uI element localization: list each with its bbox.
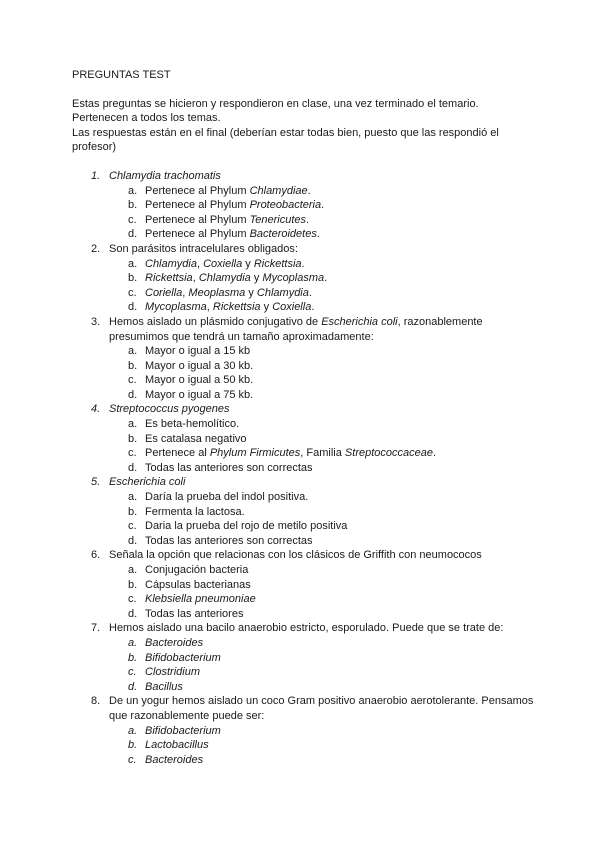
option-list: [109, 257, 542, 315]
italic-text: Chlamydia: [256, 286, 309, 299]
question-stem: [109, 169, 542, 184]
option-letter: a.: [128, 184, 138, 197]
italic-text: Meoplasma: [188, 286, 246, 299]
option-list: [109, 563, 542, 621]
option-text: [145, 666, 200, 678]
option-text: [145, 389, 253, 401]
text: ,: [192, 272, 199, 285]
question-number: 6.: [91, 549, 101, 562]
option-text: [145, 520, 347, 532]
option-letter: c.: [128, 753, 137, 766]
intro: [72, 97, 542, 155]
italic-text: Streptococcus pyogenes: [109, 403, 230, 416]
question-number: 4.: [91, 403, 101, 416]
option-text: [145, 345, 250, 357]
italic-text: Rickettsia: [212, 301, 261, 314]
question-number: 2.: [91, 242, 101, 255]
text: .: [324, 272, 328, 285]
option-item: [109, 461, 542, 476]
italic-text: Chlamydia trachomatis: [109, 169, 221, 182]
option-text: [145, 418, 239, 430]
option-text: [145, 491, 308, 503]
option-item: [109, 563, 542, 578]
option-letter: c.: [128, 593, 137, 606]
option-item: [109, 636, 542, 651]
option-item: [109, 665, 542, 680]
option-letter: a.: [128, 418, 138, 431]
question-item: [72, 621, 542, 694]
text: Pertenece al: [145, 447, 210, 460]
option-letter: a.: [128, 491, 138, 504]
option-letter: d.: [128, 461, 138, 474]
question-item: [72, 315, 542, 403]
option-item: [109, 417, 542, 432]
italic-text: Chlamydia: [145, 257, 197, 270]
text: ,: [182, 286, 189, 299]
option-text: [145, 228, 320, 240]
text: Conjugación bacteria: [145, 564, 249, 576]
italic-text: Bifidobacterium: [145, 651, 221, 664]
italic-text: Rickettsia: [253, 257, 302, 270]
question-stem: [109, 315, 542, 344]
italic-text: Lactobacillus: [145, 739, 209, 752]
italic-text: Bacteroides: [145, 753, 204, 766]
option-letter: d.: [128, 228, 138, 241]
italic-text: Chlamydiae: [249, 184, 308, 197]
question-item: [72, 548, 542, 621]
text: y: [245, 286, 257, 299]
italic-text: Bacteroidetes: [249, 228, 317, 241]
text: Son parásitos intracelulares obligados:: [109, 242, 298, 255]
option-text: [145, 462, 313, 474]
text: .: [306, 213, 310, 226]
italic-text: Clostridium: [145, 666, 201, 679]
option-letter: c.: [128, 213, 137, 226]
option-item: [109, 578, 542, 593]
text: y: [242, 257, 254, 270]
option-item: [109, 505, 542, 520]
option-text: [145, 214, 309, 226]
option-letter: b.: [128, 505, 138, 518]
option-letter: b.: [128, 739, 138, 752]
italic-text: Rickettsia: [145, 272, 193, 285]
text: Cápsulas bacterianas: [145, 578, 251, 591]
question-item: [72, 475, 542, 548]
option-text: [145, 506, 245, 518]
italic-text: Klebsiella pneumoniae: [145, 593, 256, 606]
option-item: [109, 388, 542, 403]
italic-text: Proteobacteria: [249, 199, 322, 212]
option-letter: b.: [128, 651, 138, 664]
option-text: [145, 564, 248, 576]
option-text: [145, 199, 324, 211]
question-list: [72, 169, 542, 767]
option-letter: b.: [128, 272, 138, 285]
question-stem: [109, 475, 542, 490]
option-item: [109, 534, 542, 549]
page-title: PREGUNTAS TEST: [72, 69, 171, 81]
option-text: [145, 593, 256, 605]
option-text: [145, 433, 247, 445]
option-item: [109, 738, 542, 753]
option-item: [109, 607, 542, 622]
option-letter: b.: [128, 199, 138, 212]
italic-text: Bacillus: [145, 680, 183, 693]
text: Pertenece al Phylum: [145, 199, 250, 212]
text: Todas las anteriores: [145, 607, 244, 620]
option-item: [109, 753, 542, 768]
intro-line: Estas preguntas se hicieron y respondieron en clase, una vez terminado el temario.: [72, 97, 479, 110]
text: Señala la opción que relacionas con los clásicos de Griffith con neumococos: [109, 549, 482, 562]
option-letter: c.: [128, 374, 137, 387]
text: , Familia: [300, 447, 345, 460]
option-item: [109, 271, 542, 286]
option-text: [145, 360, 253, 372]
text: Fermenta la lactosa.: [145, 505, 245, 518]
option-letter: d.: [128, 680, 138, 693]
text: .: [316, 228, 320, 241]
option-text: [145, 681, 183, 693]
text: Todas las anteriores son correctas: [145, 534, 313, 547]
question-item: [72, 242, 542, 315]
option-item: [109, 300, 542, 315]
italic-text: Coriella: [145, 286, 183, 299]
option-item: [109, 213, 542, 228]
question-stem: [109, 694, 542, 723]
option-text: [145, 374, 253, 386]
option-text: [145, 739, 209, 751]
document-page: [72, 68, 542, 778]
text: Pertenece al Phylum: [145, 184, 250, 197]
option-item: [109, 651, 542, 666]
option-letter: d.: [128, 301, 138, 314]
italic-text: Phylum Firmicutes: [209, 447, 301, 460]
text: .: [308, 286, 312, 299]
option-letter: c.: [128, 520, 137, 533]
question-item: [72, 402, 542, 475]
option-text: [145, 301, 314, 313]
text: Pertenece al Phylum: [145, 228, 250, 241]
option-list: [109, 344, 542, 402]
text: ,: [196, 257, 204, 270]
option-item: [109, 286, 542, 301]
option-text: [145, 637, 203, 649]
option-text: [145, 608, 243, 620]
intro-line: Las respuestas están en el final (deberían estar todas bien, puesto que las respondió el profesor): [72, 126, 499, 154]
option-list: [109, 724, 542, 768]
option-item: [109, 257, 542, 272]
option-text: [145, 447, 436, 459]
option-letter: d.: [128, 534, 138, 547]
option-letter: b.: [128, 359, 138, 372]
text: Mayor o igual a 30 kb.: [145, 359, 254, 372]
intro-line: Pertenecen a todos los temas.: [72, 112, 221, 125]
option-text: [145, 287, 312, 299]
text: , razonablemente presumimos que tendrá un tamaño aproximadamente:: [109, 315, 483, 343]
text: .: [432, 447, 437, 460]
question-number: 7.: [91, 622, 101, 635]
text: Mayor o igual a 50 kb.: [145, 374, 254, 387]
option-text: [145, 535, 313, 547]
question-stem: [109, 548, 542, 563]
question-number: 5.: [91, 476, 101, 489]
italic-text: Coxiella: [203, 257, 243, 270]
option-letter: d.: [128, 607, 138, 620]
text: y: [250, 272, 263, 285]
option-letter: c.: [128, 447, 137, 460]
italic-text: Streptococcaceae: [344, 447, 433, 460]
question-stem: [109, 402, 542, 417]
option-item: [109, 724, 542, 739]
italic-text: Escherichia coli: [321, 315, 398, 328]
text: Todas las anteriores son correctas: [145, 461, 313, 474]
question-number: 1.: [91, 169, 101, 182]
option-text: [145, 652, 221, 664]
option-letter: a.: [128, 724, 138, 737]
option-item: [109, 227, 542, 242]
option-text: [145, 754, 203, 766]
question-item: [72, 169, 542, 242]
italic-text: Chlamydia: [198, 272, 251, 285]
option-text: [145, 725, 221, 737]
option-item: [109, 680, 542, 695]
option-letter: a.: [128, 564, 138, 576]
option-letter: c.: [128, 666, 137, 679]
text: Hemos aislado una bacilo anaerobio estricto, esporulado. Puede que se trate de:: [109, 622, 504, 635]
option-item: [109, 373, 542, 388]
italic-text: Escherichia coli: [109, 476, 186, 489]
text: ,: [206, 301, 213, 314]
option-letter: c.: [128, 286, 137, 299]
text: Es catalasa negativo: [145, 432, 247, 445]
option-letter: b.: [128, 578, 138, 591]
option-item: [109, 446, 542, 461]
question-stem: [109, 242, 542, 257]
text: .: [307, 184, 311, 197]
option-list: [109, 636, 542, 694]
text: Es beta-hemolítico.: [145, 418, 240, 431]
text: Mayor o igual a 75 kb.: [145, 388, 254, 401]
question-stem: [109, 621, 542, 636]
option-item: [109, 490, 542, 505]
option-letter: a.: [128, 345, 138, 358]
question-number: 3.: [91, 315, 101, 328]
option-text: [145, 579, 251, 591]
option-text: [145, 258, 305, 270]
option-item: [109, 519, 542, 534]
italic-text: Mycoplasma: [145, 301, 207, 314]
option-list: [109, 184, 542, 242]
text: Mayor o igual a 15 kb: [145, 345, 251, 358]
text: Daría la prueba del indol positiva.: [145, 491, 309, 504]
option-letter: d.: [128, 388, 138, 401]
text: .: [301, 257, 305, 270]
italic-text: Coxiella: [272, 301, 312, 314]
italic-text: Mycoplasma: [262, 272, 325, 285]
option-letter: a.: [128, 636, 138, 649]
option-item: [109, 198, 542, 213]
text: Hemos aislado un plásmido conjugativo de: [109, 315, 322, 328]
italic-text: Tenericutes: [249, 213, 307, 226]
option-item: [109, 359, 542, 374]
option-list: [109, 417, 542, 475]
text: Pertenece al Phylum: [145, 213, 250, 226]
text: De un yogur hemos aislado un coco Gram positivo anaerobio aerotolerante. Pensamos que razonablemente puede ser:: [109, 695, 534, 722]
option-letter: b.: [128, 432, 138, 445]
text: Daria la prueba del rojo de metilo positiva: [145, 520, 348, 533]
option-item: [109, 432, 542, 447]
text: .: [311, 301, 315, 314]
option-text: [145, 185, 311, 197]
option-text: [145, 272, 327, 284]
option-item: [109, 184, 542, 199]
option-list: [109, 490, 542, 548]
text: .: [321, 199, 325, 212]
option-item: [109, 344, 542, 359]
option-letter: a.: [128, 257, 138, 270]
question-number: 8.: [91, 695, 101, 708]
question-item: [72, 694, 542, 767]
text: y: [260, 301, 273, 314]
option-item: [109, 592, 542, 607]
italic-text: Bifidobacterium: [145, 724, 221, 737]
italic-text: Bacteroides: [145, 636, 204, 649]
